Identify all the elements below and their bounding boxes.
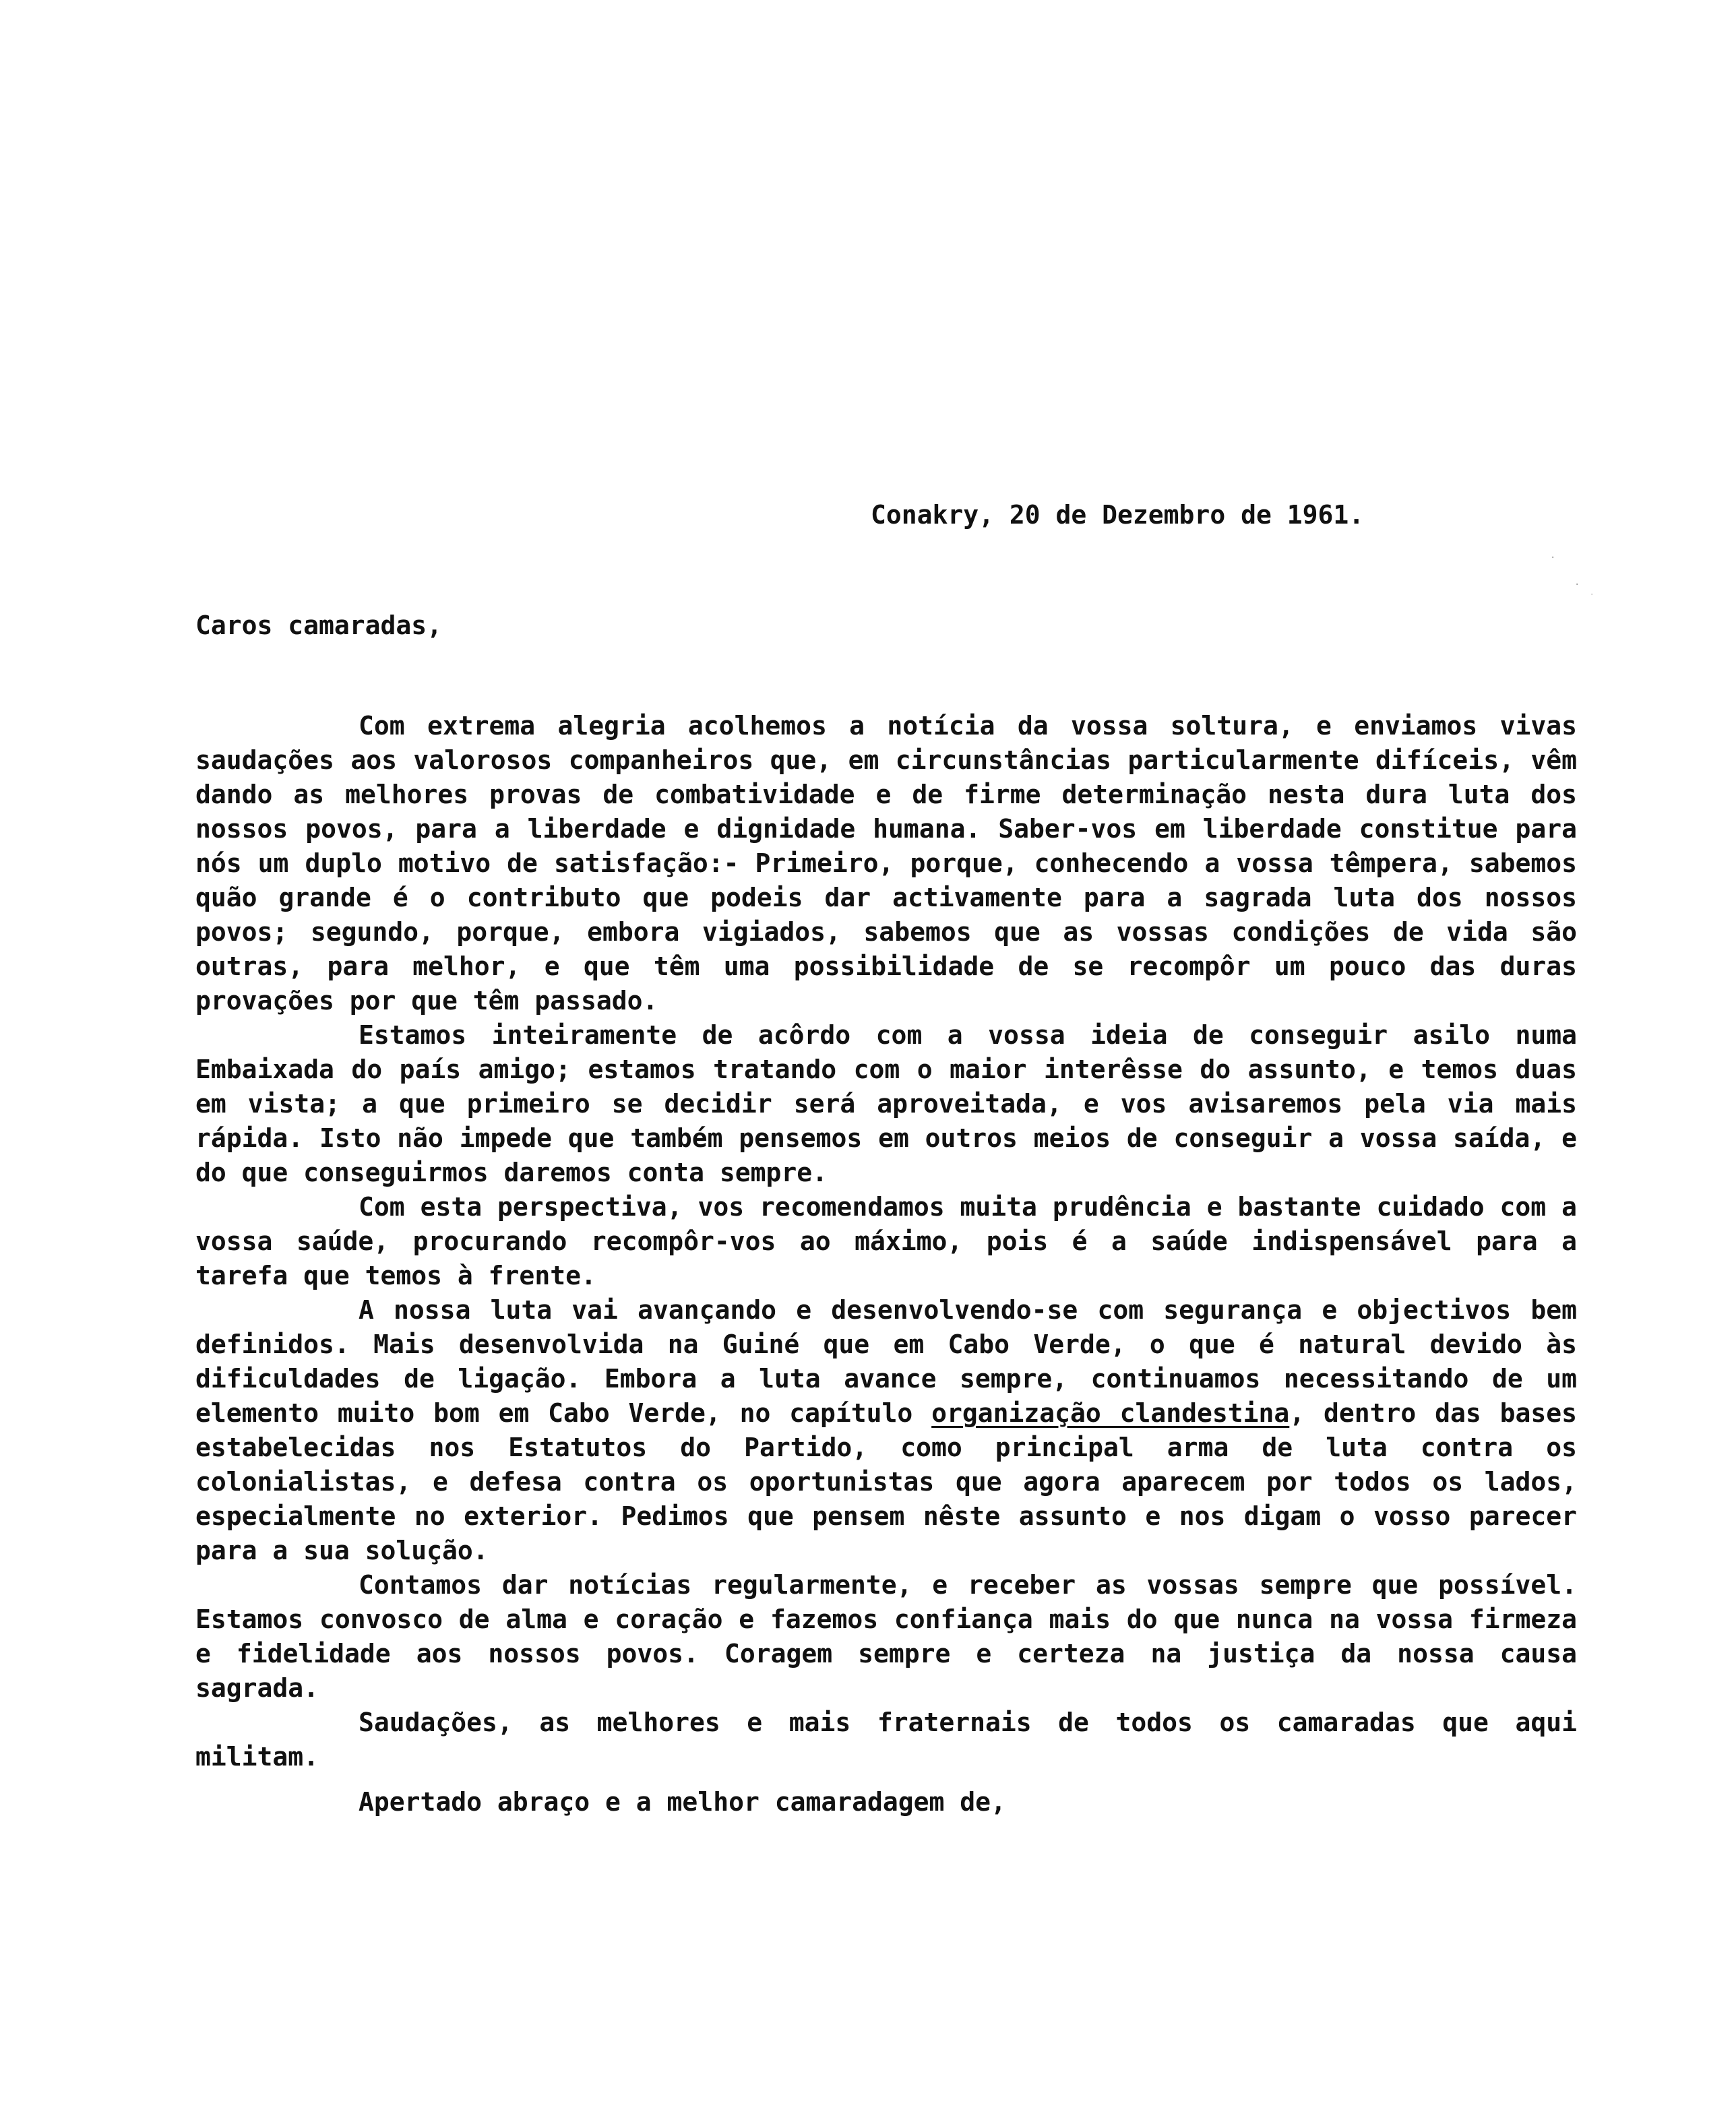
paragraph: Com esta perspectiva, vos recomendamos muita prudência e bastante cuidado com a vossa saúde, procurando recompôr-vos ao máximo, pois é a saúde indispensável para a tarefa que temos à frente. [195, 1192, 1577, 1290]
paper-speck: · [1574, 580, 1580, 590]
letter-body [195, 709, 1577, 1774]
paper-speck: · [1550, 553, 1556, 563]
salutation: Caros camaradas, [195, 611, 443, 640]
closing-line: Apertado abraço e a melhor camaradagem de, [359, 1787, 1006, 1817]
paragraph: Saudações, as melhores e mais fraternais de todos os camaradas que aqui militam. [195, 1708, 1577, 1772]
paper-speck: ˙ [1589, 593, 1595, 604]
paragraph: Contamos dar notícias regularmente, e receber as vossas sempre que possível. Estamos convosco de alma e coração e fazemos confiança mais do que nunca na vossa firmeza e fidelidade aos nossos povos. Coragem sempre e certeza na justiça da nossa causa sagrada. [195, 1570, 1577, 1703]
paragraph [195, 1293, 1577, 1568]
paragraph: Estamos inteiramente de acôrdo com a vossa ideia de conseguir asilo numa Embaixada do país amigo; estamos tratando com o maior interêsse do assunto, e temos duas em vista; a que primeiro se decidir será aproveitada, e vos avisaremos pela via mais rápida. Isto não impede que também pensemos em outros meios de conseguir a vossa saída, e do que conseguirmos daremos conta sempre. [195, 1020, 1577, 1187]
dateline: Conakry, 20 de Dezembro de 1961. [871, 500, 1365, 530]
underlined-phrase: organização clandestina [931, 1398, 1290, 1428]
paragraph-text: , dentro das bases estabelecidas nos Estatutos do Partido, como principal arma de luta contra os colonialistas, e defesa contra os oportunistas que agora aparecem por todos os lados, especialmente no exterior. Pedimos que pensem nêste assunto e nos digam o vosso parecer para a sua solução. [195, 1398, 1577, 1565]
paragraph-text: A nossa luta vai avançando e desenvolvendo-se com segurança e objectivos bem definidos. Mais desenvolvida na Guiné que em Cabo Verde, o que é natural devido às dificuldades de ligação. Embora a luta avance sempre, continuamos necessitando de um elemento muito bom em Cabo Verde, no capítulo [195, 1295, 1577, 1428]
paragraph: Com extrema alegria acolhemos a notícia da vossa soltura, e enviamos vivas saudações aos valorosos companheiros que, em circunstâncias particularmente difíceis, vêm dando as melhores provas de combatividade e de firme determinação nesta dura luta dos nossos povos, para a liberdade e dignidade humana. Saber-vos em liberdade constitue para nós um duplo motivo de satisfação:- Primeiro, porque, conhecendo a vossa têmpera, sabemos quão grande é o contributo que podeis dar activamente para a sagrada luta dos nossos povos; segundo, porque, embora vigiados, sabemos que as vossas condições de vida são outras, para melhor, e que têm uma possibilidade de se recompôr um pouco das duras provações por que têm passado. [195, 711, 1577, 1016]
